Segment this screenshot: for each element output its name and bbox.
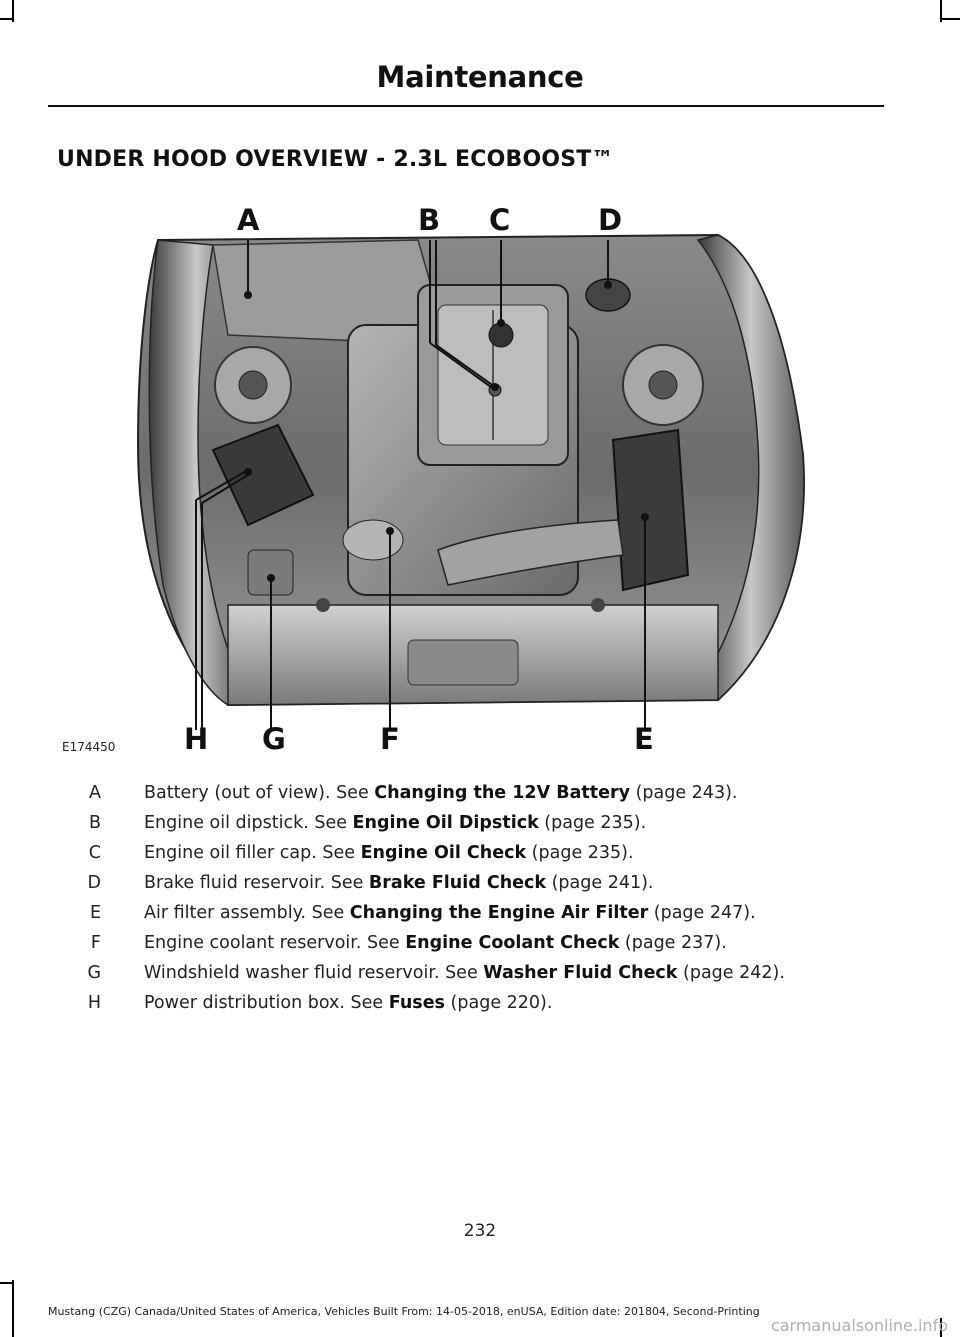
cross-reference-link[interactable]: Engine Oil Dipstick	[352, 813, 539, 833]
item-letter: D	[87, 873, 101, 893]
item-description: Air filter assembly. See Changing the Engine Air Filter (page 247).	[144, 903, 756, 923]
list-item	[0, 963, 960, 993]
cross-reference-link[interactable]: Changing the 12V Battery	[374, 783, 631, 803]
item-letter: A	[89, 783, 101, 803]
page-number: 232	[463, 1221, 497, 1241]
crop-mark	[0, 18, 14, 20]
item-letter: E	[89, 903, 101, 923]
list-item	[0, 843, 960, 873]
item-description: Engine oil filler cap. See Engine Oil Check (page 235).	[144, 843, 634, 863]
engine-bay-illustration	[118, 195, 818, 750]
item-description: Power distribution box. See Fuses (page 220).	[144, 993, 553, 1013]
item-letter: H	[87, 993, 101, 1013]
section-heading: UNDER HOOD OVERVIEW - 2.3L ECOBOOST™	[57, 147, 614, 172]
item-description: Battery (out of view). See Changing the 12V Battery (page 243).	[144, 783, 738, 803]
cross-reference-link[interactable]: Changing the Engine Air Filter	[349, 903, 649, 923]
item-description: Engine coolant reservoir. See Engine Coolant Check (page 237).	[144, 933, 727, 953]
header-divider	[48, 105, 884, 107]
item-letter: F	[90, 933, 101, 953]
list-item	[0, 783, 960, 813]
footer-edition-info: Mustang (CZG) Canada/United States of America, Vehicles Built From: 14-05-2018, enUSA, Edition date: 201804, Second-Printing	[48, 1305, 760, 1318]
cross-reference-link[interactable]: Fuses	[388, 993, 445, 1013]
cross-reference-link[interactable]: Washer Fluid Check	[483, 963, 678, 983]
callout-letter-g: G	[262, 722, 286, 756]
crop-mark	[0, 1282, 14, 1284]
crop-mark	[940, 18, 960, 20]
callout-letter-d: D	[598, 203, 623, 237]
list-item	[0, 933, 960, 963]
callout-letter-b: B	[418, 203, 441, 237]
callout-letter-f: F	[380, 722, 400, 756]
callout-letter-c: C	[489, 203, 511, 237]
item-letter: C	[88, 843, 101, 863]
callout-letter-a: A	[237, 203, 260, 237]
page-header-title: Maintenance	[376, 60, 584, 94]
item-description: Windshield washer fluid reservoir. See Washer Fluid Check (page 242).	[144, 963, 785, 983]
watermark[interactable]: carmanualsonline.info	[770, 1316, 948, 1335]
list-item	[0, 993, 960, 1023]
cross-reference-link[interactable]: Engine Coolant Check	[405, 933, 620, 953]
callout-letter-e: E	[634, 722, 654, 756]
list-item	[0, 903, 960, 933]
cross-reference-link[interactable]: Brake Fluid Check	[368, 873, 547, 893]
item-letter: B	[88, 813, 101, 833]
cross-reference-link[interactable]: Engine Oil Check	[360, 843, 527, 863]
item-description: Engine oil dipstick. See Engine Oil Dipstick (page 235).	[144, 813, 647, 833]
item-letter: G	[87, 963, 101, 983]
list-item	[0, 813, 960, 843]
crop-mark	[12, 1280, 14, 1337]
list-item	[0, 873, 960, 903]
callout-letter-h: H	[184, 722, 209, 756]
item-description: Brake fluid reservoir. See Brake Fluid Check (page 241).	[144, 873, 654, 893]
figure-id: E174450	[62, 740, 116, 754]
